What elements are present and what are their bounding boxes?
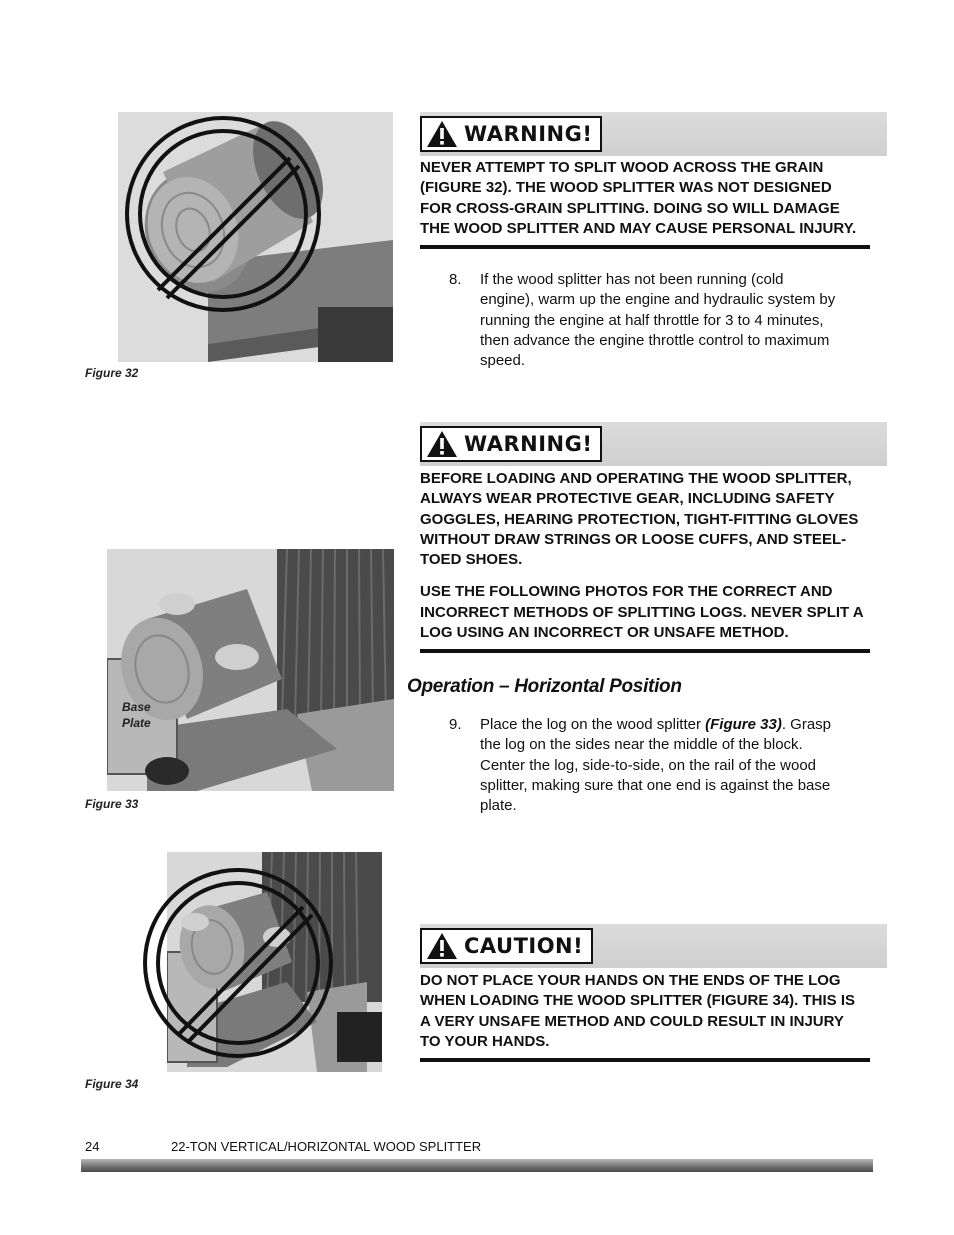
page-number: 24 bbox=[85, 1139, 100, 1154]
caution-box bbox=[420, 924, 887, 1062]
prohibited-sign-icon bbox=[118, 112, 333, 322]
caution-label bbox=[420, 928, 593, 964]
step-number: 9. bbox=[449, 716, 462, 733]
step-number: 8. bbox=[449, 271, 462, 288]
warning-label bbox=[420, 426, 602, 462]
warning-box-2 bbox=[420, 422, 887, 653]
figure-32-caption: Figure 32 bbox=[85, 366, 139, 380]
warning-title: WARNING! bbox=[464, 432, 593, 456]
caution-rule bbox=[420, 1058, 870, 1062]
figure-33-caption: Figure 33 bbox=[85, 797, 139, 811]
warning-title: WARNING! bbox=[464, 122, 593, 146]
footer-bar bbox=[81, 1159, 873, 1172]
warning-header bbox=[420, 112, 887, 156]
caution-header bbox=[420, 924, 887, 968]
figure-reference: (Figure 33) bbox=[705, 716, 782, 733]
warning-box-1 bbox=[420, 112, 887, 249]
figure-34-caption: Figure 34 bbox=[85, 1077, 139, 1091]
step-text: Place the log on the wood splitter (Figure 33). Grasp the log on the sides near the middle of the block. Center the log, side-to-side, on the rail of the wood splitter, making sure that one end is against the base plate. bbox=[480, 716, 832, 815]
figure-33-photo bbox=[107, 549, 394, 791]
step-text: If the wood splitter has not been running (cold engine), warm up the engine and hydraulic system by running the engine at half throttle for 3 to 4 minutes, then advance the engine throttle control to maximum speed. bbox=[480, 271, 836, 370]
warning-text: BEFORE LOADING AND OPERATING THE WOOD SPLITTER, ALWAYS WEAR PROTECTIVE GEAR, INCLUDING SAFETY GOGGLES, HEARING PROTECTION, TIGHT-FITTING GLOVES WITHOUT DRAW STRINGS OR LOOSE CUFFS, AND STEEL- TOED SHOES. USE THE FOLLOWING PHOTOS FOR THE CORRECT AND INCORRECT METHODS OF SPLITTING LOGS. NEVER SPLIT A LOG USING AN INCORRECT OR UNSAFE METHOD. bbox=[420, 470, 864, 642]
caution-title: CAUTION! bbox=[464, 934, 584, 958]
warning-triangle-icon bbox=[426, 931, 458, 961]
warning-rule bbox=[420, 245, 870, 249]
warning-header bbox=[420, 422, 887, 466]
warning-text: NEVER ATTEMPT TO SPLIT WOOD ACROSS THE GRAIN (FIGURE 32). THE WOOD SPLITTER WAS NOT DESIGNED FOR CROSS-GRAIN SPLITTING. DOING SO WILL DAMAGE THE WOOD SPLITTER AND MAY CAUSE PERSONAL INJURY. bbox=[420, 159, 857, 237]
base-plate-label: Base Plate bbox=[122, 700, 151, 730]
warning-label bbox=[420, 116, 602, 152]
footer-title: 22-TON VERTICAL/HORIZONTAL WOOD SPLITTER bbox=[171, 1139, 482, 1154]
prohibited-sign-icon bbox=[140, 863, 340, 1068]
section-heading: Operation – Horizontal Position bbox=[407, 676, 682, 697]
warning-rule bbox=[420, 649, 870, 653]
warning-triangle-icon bbox=[426, 429, 458, 459]
warning-triangle-icon bbox=[426, 119, 458, 149]
caution-text: DO NOT PLACE YOUR HANDS ON THE ENDS OF THE LOG WHEN LOADING THE WOOD SPLITTER (FIGURE 34). THIS IS A VERY UNSAFE METHOD AND COULD RESULT IN INJURY TO YOUR HANDS. bbox=[420, 972, 856, 1050]
